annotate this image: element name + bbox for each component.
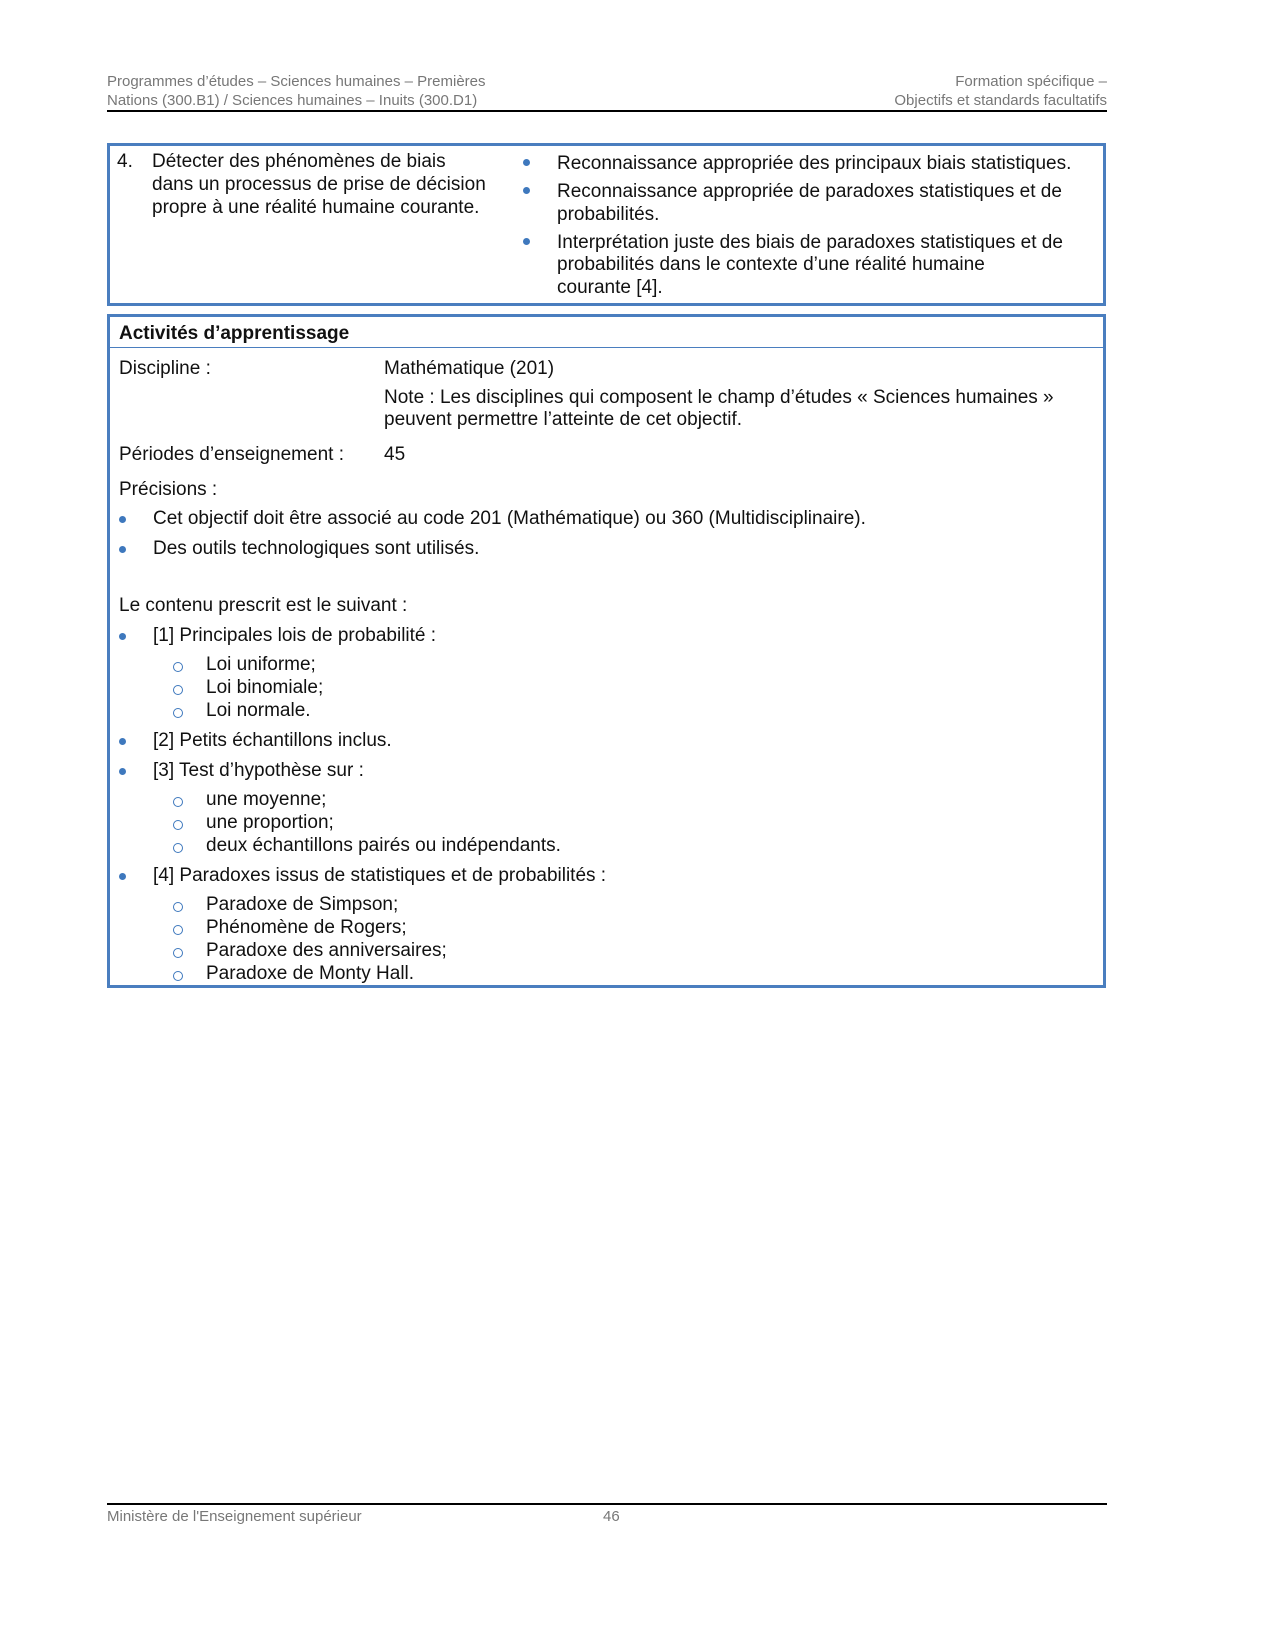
bullet-icon [119,768,126,775]
standard: Reconnaissance appropriée des principaux biais statistiques. [557,153,1072,174]
circle-bullet-icon [173,708,183,718]
bullet-icon [119,738,126,745]
header-right-1: Formation spécifique – [955,73,1107,90]
activities-title: Activités d’apprentissage [119,323,350,344]
standard: courante [4]. [557,277,663,298]
content-item: [3] Test d’hypothèse sur : [153,760,364,781]
bullet-icon [119,546,126,553]
discipline-label: Discipline : [119,358,211,379]
periods-value: 45 [384,444,406,465]
bullet-icon [523,238,530,245]
circle-bullet-icon [173,843,183,853]
circle-bullet-icon [173,948,183,958]
objective-line: dans un processus de prise de décision [152,174,486,195]
page-header [107,72,1107,112]
content-subitem: Loi binomiale; [206,677,324,698]
precision: Des outils technologiques sont utilisés. [153,538,480,559]
content-intro: Le contenu prescrit est le suivant : [119,595,408,616]
footer-ministry: Ministère de l'Enseignement supérieur [107,1508,362,1525]
objective-box [107,143,1106,306]
divider [110,347,1103,348]
content-subitem: Loi uniforme; [206,654,316,675]
circle-bullet-icon [173,925,183,935]
content-item: [2] Petits échantillons inclus. [153,730,392,751]
standard: Interprétation juste des biais de paradoxes statistiques et de [557,232,1063,253]
circle-bullet-icon [173,971,183,981]
objective-line: Détecter des phénomènes de biais [152,151,446,172]
page-number: 46 [603,1508,620,1525]
periods-label: Périodes d’enseignement : [119,444,344,465]
circle-bullet-icon [173,820,183,830]
standard: probabilités dans le contexte d’une réalité humaine [557,254,985,275]
standard: probabilités. [557,204,660,225]
content-subitem: Loi normale. [206,700,311,721]
standard: Reconnaissance appropriée de paradoxes statistiques et de [557,181,1062,202]
page-footer [107,1503,1107,1525]
content-subitem: une proportion; [206,812,334,833]
content-subitem: Paradoxe de Monty Hall. [206,963,415,984]
content-item: [4] Paradoxes issus de statistiques et de probabilités : [153,865,607,886]
circle-bullet-icon [173,902,183,912]
precisions-label: Précisions : [119,479,218,500]
objective-number: 4. [117,151,133,172]
header-right-2: Objectifs et standards facultatifs [894,92,1107,109]
activities-box [107,314,1106,988]
content-subitem: deux échantillons pairés ou indépendants. [206,835,561,856]
circle-bullet-icon [173,797,183,807]
content-subitem: une moyenne; [206,789,327,810]
content-subitem: Paradoxe des anniversaires; [206,940,447,961]
content-subitem: Phénomène de Rogers; [206,917,407,938]
content-subitem: Paradoxe de Simpson; [206,894,399,915]
bullet-icon [523,187,530,194]
discipline-value: Mathématique (201) [384,358,555,379]
bullet-icon [119,873,126,880]
circle-bullet-icon [173,685,183,695]
header-left-1: Programmes d’études – Sciences humaines – Premières [107,73,486,90]
content-item: [1] Principales lois de probabilité : [153,625,437,646]
bullet-icon [523,159,530,166]
header-left-2: Nations (300.B1) / Sciences humaines – Inuits (300.D1) [107,92,478,109]
precision: Cet objectif doit être associé au code 201 (Mathématique) ou 360 (Multidisciplinaire). [153,508,866,529]
note: peuvent permettre l’atteinte de cet objectif. [384,409,743,430]
objective-line: propre à une réalité humaine courante. [152,197,480,218]
note: Note : Les disciplines qui composent le champ d’études « Sciences humaines » [384,387,1054,408]
circle-bullet-icon [173,662,183,672]
bullet-icon [119,633,126,640]
bullet-icon [119,516,126,523]
